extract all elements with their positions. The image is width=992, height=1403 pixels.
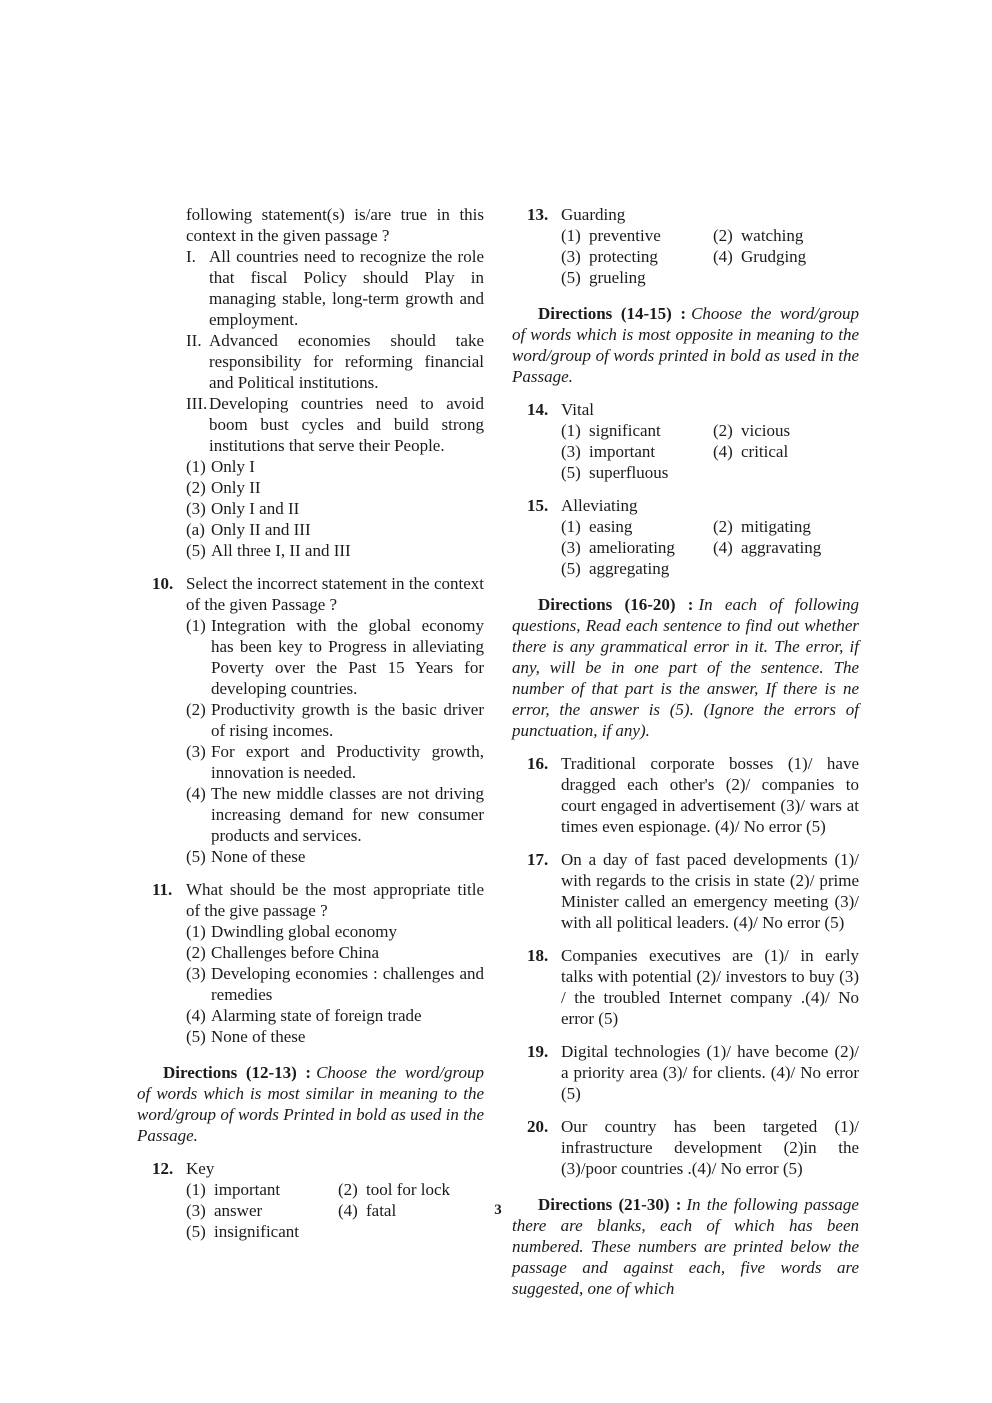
directions-text: In each of following questions, Read each sentence to find out whether there is any grammatical error in it. The error, if any, will be in one part of the sentence. The number of that part is the answer, If there is ne error, the answer is (5). (Ignore the errors of punctuation, if any). (512, 595, 859, 740)
option-row (186, 477, 484, 498)
option-text: aggregating (589, 559, 670, 578)
directions-label: Directions (16-20) : (538, 595, 694, 614)
option-label: (3) (561, 247, 581, 266)
option-row (561, 516, 713, 537)
option-row (561, 267, 713, 288)
option-label: (5) (561, 268, 581, 287)
option-text: insignificant (214, 1222, 299, 1241)
directions-label: Directions (12-13) : (163, 1063, 312, 1082)
option-text: watching (741, 226, 804, 245)
question-number: 19. (527, 1042, 549, 1061)
option-text: mitigating (741, 517, 811, 536)
option-label: (2) (713, 226, 733, 245)
question-text: Key (186, 1159, 215, 1178)
option-text: protecting (589, 247, 658, 266)
option-row (186, 846, 484, 867)
option-row (713, 441, 859, 462)
option-label: (4) (186, 784, 206, 803)
option-grid (561, 516, 859, 579)
option-text: fatal (366, 1201, 397, 1220)
option-text: None of these (211, 847, 306, 866)
statement-label: II. (186, 331, 202, 350)
statement-label: III. (186, 394, 208, 413)
question-body (561, 753, 859, 837)
option-text: important (214, 1180, 281, 1199)
question-body (186, 204, 484, 561)
option-label: (3) (186, 499, 206, 518)
option-text: easing (589, 517, 633, 536)
option-row (713, 537, 859, 558)
directions-text: In the following passage there are blanks, each of which has been numbered. These numbers are printed below the passage and against each, five words are suggested, one of which (512, 1195, 859, 1298)
option-text: aggravating (741, 538, 822, 557)
option-text: Productivity growth is the basic driver of rising incomes. (211, 700, 484, 740)
option-text: Integration with the global economy has been key to Progress in alleviating Poverty over the Past 15 Years for developing countries. (211, 616, 484, 698)
statement-label: I. (186, 247, 196, 266)
question-body (561, 204, 859, 288)
option-row (561, 225, 713, 246)
question-17 (512, 849, 859, 933)
option-row (186, 1026, 484, 1047)
option-label: (4) (338, 1201, 358, 1220)
question-text: What should be the most appropriate title of the give passage ? (186, 880, 484, 920)
option-label: (3) (186, 1201, 206, 1220)
option-label: (2) (186, 943, 206, 962)
question-text: Alleviating (561, 496, 638, 515)
question-number: 11. (152, 880, 173, 899)
option-text: critical (741, 442, 789, 461)
question-text: Guarding (561, 205, 626, 224)
option-row (561, 462, 713, 483)
option-text: Only II and III (211, 520, 311, 539)
option-row (186, 783, 484, 846)
directions-label: Directions (21-30) : (538, 1195, 682, 1214)
option-label: (2) (186, 478, 206, 497)
question-16 (512, 753, 859, 837)
option-row (186, 942, 484, 963)
question-body (186, 573, 484, 867)
question-text: Companies executives are (1)/ in early talks with potential (2)/ investors to buy (3) / the troubled Internet company .(4)/ No error (5) (561, 946, 859, 1028)
option-label: (5) (186, 1222, 206, 1241)
statement-text: Developing countries need to avoid boom bust cycles and build strong institutions that serve their People. (209, 394, 484, 455)
option-row (186, 1005, 484, 1026)
option-text: For export and Productivity growth, innovation is needed. (211, 742, 484, 782)
question-body (186, 879, 484, 1047)
option-row (561, 537, 713, 558)
option-label: (3) (186, 742, 206, 761)
directions-label: Directions (14-15) : (538, 304, 687, 323)
directions-text: Choose the word/group of words which is most opposite in meaning to the word/group of words printed in bold as used in the Passage. (512, 304, 859, 386)
statement-text: All countries need to recognize the role that fiscal Policy should Play in managing stable, long-term growth and employment. (209, 247, 484, 329)
option-text: Dwindling global economy (211, 922, 398, 941)
option-label: (1) (561, 421, 581, 440)
question-15 (512, 495, 859, 579)
directions-12-13 (137, 1062, 484, 1146)
question-10 (137, 573, 484, 867)
option-label: (4) (713, 538, 733, 557)
option-row (338, 1179, 484, 1200)
option-label: (3) (561, 442, 581, 461)
option-row (186, 519, 484, 540)
option-text: tool for lock (366, 1180, 451, 1199)
option-label: (5) (186, 847, 206, 866)
option-label: (1) (186, 1180, 206, 1199)
option-row (186, 921, 484, 942)
option-label: (2) (713, 517, 733, 536)
option-text: Only I (211, 457, 255, 476)
question-text: On a day of fast paced developments (1)/ with regards to the crisis in state (2)/ prime Minister called an emergency meeting (3)/ with all political leaders. (4)/ No error (5) (561, 850, 859, 932)
question-body (561, 1041, 859, 1104)
option-text: Grudging (741, 247, 807, 266)
option-row (713, 246, 859, 267)
option-label: (1) (561, 517, 581, 536)
question-12 (137, 1158, 484, 1242)
option-text: Developing economies : challenges and remedies (211, 964, 484, 1004)
question-body (561, 1116, 859, 1179)
option-row (186, 540, 484, 561)
option-text: Only II (211, 478, 261, 497)
option-label: (2) (713, 421, 733, 440)
question-number: 16. (527, 754, 549, 773)
option-text: All three I, II and III (211, 541, 351, 560)
option-label: (5) (561, 559, 581, 578)
option-label: (1) (186, 922, 206, 941)
page-content (137, 204, 859, 1302)
statement-row (186, 246, 484, 330)
directions-text: Choose the word/group of words which is most similar in meaning to the word/group of words Printed in bold as used in the Passage. (137, 1063, 484, 1145)
option-row (713, 420, 859, 441)
option-row (186, 498, 484, 519)
option-row (561, 246, 713, 267)
question-text: Vital (561, 400, 594, 419)
right-column (512, 204, 859, 1302)
question-text: Our country has been targeted (1)/ infrastructure development (2)in the (3)/poor countries .(4)/ No error (5) (561, 1117, 859, 1178)
option-label: (5) (186, 1027, 206, 1046)
option-label: (3) (186, 964, 206, 983)
option-text: None of these (211, 1027, 306, 1046)
question-body (561, 495, 859, 579)
question-body (186, 1158, 484, 1242)
question-19 (512, 1041, 859, 1104)
option-label: (3) (561, 538, 581, 557)
option-text: ameliorating (589, 538, 675, 557)
left-column (137, 204, 484, 1242)
option-label: (5) (186, 541, 206, 560)
option-label: (1) (561, 226, 581, 245)
question-18 (512, 945, 859, 1029)
question-13 (512, 204, 859, 288)
question-number: 20. (527, 1117, 549, 1136)
question-number (152, 204, 186, 561)
statement-row (186, 330, 484, 393)
question-number: 10. (152, 574, 174, 593)
question-text: Select the incorrect statement in the context of the given Passage ? (186, 574, 484, 614)
question-text: Traditional corporate bosses (1)/ have dragged each other's (2)/ companies to court engaged in advertisement (3)/ wars at times even espionage. (4)/ No error (5) (561, 754, 859, 836)
question-text: following statement(s) is/are true in this context in the given passage ? (186, 205, 484, 245)
option-label: (2) (338, 1180, 358, 1199)
option-label: (5) (561, 463, 581, 482)
option-text: grueling (589, 268, 646, 287)
option-label: (4) (713, 247, 733, 266)
option-text: important (589, 442, 656, 461)
question-text: Digital technologies (1)/ have become (2)/ a priority area (3)/ for clients. (4)/ No error (5) (561, 1042, 859, 1103)
option-row (713, 516, 859, 537)
option-text: preventive (589, 226, 661, 245)
question-number: 18. (527, 946, 549, 965)
option-text: Only I and II (211, 499, 300, 518)
question-14 (512, 399, 859, 483)
option-text: superfluous (589, 463, 669, 482)
question-20 (512, 1116, 859, 1179)
option-row (561, 558, 713, 579)
option-row (186, 699, 484, 741)
option-text: vicious (741, 421, 791, 440)
question-number: 12. (152, 1159, 174, 1178)
option-text: answer (214, 1201, 263, 1220)
option-row (713, 225, 859, 246)
directions-16-20 (512, 594, 859, 741)
question-11 (137, 879, 484, 1047)
question-body (561, 399, 859, 483)
option-row (186, 615, 484, 699)
option-grid (561, 420, 859, 483)
option-row (186, 741, 484, 783)
option-label: (a) (186, 520, 205, 539)
option-label: (4) (186, 1006, 206, 1025)
option-row (186, 1179, 338, 1200)
option-row (561, 441, 713, 462)
question-body (561, 849, 859, 933)
question-9-continuation (137, 204, 484, 561)
option-grid (561, 225, 859, 288)
option-label: (1) (186, 457, 206, 476)
option-text: The new middle classes are not driving increasing demand for new consumer products and services. (211, 784, 484, 845)
option-text: Alarming state of foreign trade (211, 1006, 422, 1025)
question-body (561, 945, 859, 1029)
question-number: 14. (527, 400, 549, 419)
page-number: 3 (494, 1202, 502, 1218)
option-row (561, 420, 713, 441)
option-row (186, 456, 484, 477)
option-text: Challenges before China (211, 943, 380, 962)
question-number: 15. (527, 496, 549, 515)
statement-row (186, 393, 484, 456)
statement-text: Advanced economies should take responsibility for reforming financial and Political institutions. (209, 331, 484, 392)
option-label: (4) (713, 442, 733, 461)
directions-14-15 (512, 303, 859, 387)
question-number: 17. (527, 850, 549, 869)
option-label: (1) (186, 616, 206, 635)
option-label: (2) (186, 700, 206, 719)
option-row (186, 963, 484, 1005)
option-row (186, 1221, 338, 1242)
question-number: 13. (527, 205, 549, 224)
option-text: significant (589, 421, 661, 440)
